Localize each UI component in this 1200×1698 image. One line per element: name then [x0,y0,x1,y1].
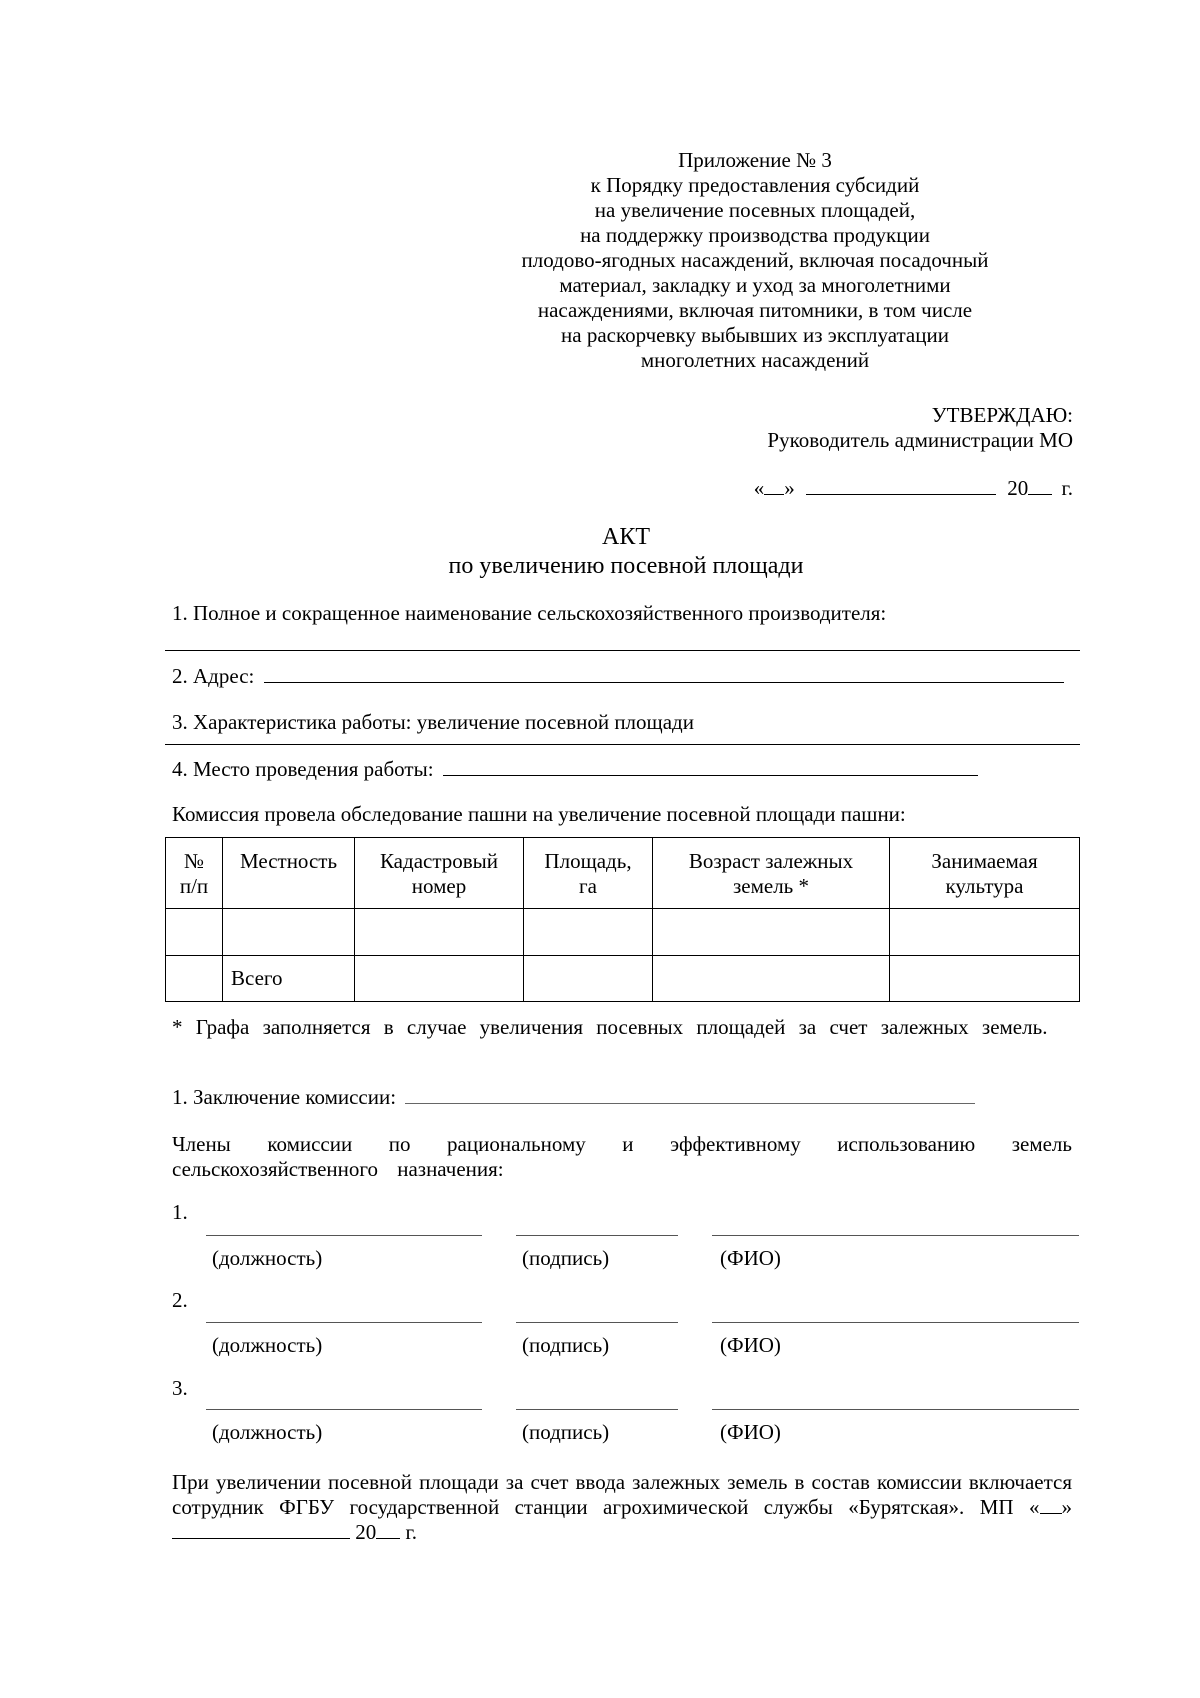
appendix-line: плодово-ягодных насаждений, включая посадочный [521,248,989,272]
closing-text: При увеличении посевной площади за счет ввода залежных земель в состав комиссии включается сотрудник ФГБУ государственной станции агрохимической службы «Бурятская». [172,1470,1072,1519]
table-cell[interactable] [355,956,524,1002]
appendix-line: Приложение № 3 [678,148,832,172]
field-2-blank[interactable] [264,664,1064,683]
approval-title: УТВЕРЖДАЮ: [931,403,1073,427]
member-number: 3. [172,1376,188,1400]
table-cell[interactable] [890,909,1080,956]
closing-month-blank[interactable] [172,1520,350,1539]
member-position-caption: (должность) [212,1333,323,1357]
table-cell[interactable] [166,909,223,956]
member-name-line[interactable] [712,1235,1079,1236]
field-1-label: 1. Полное и сокращенное наименование сельскохозяйственного производителя: [172,601,887,625]
total-label: Всего [223,956,355,1002]
member-name-caption: (ФИО) [720,1333,781,1357]
approval-block [673,403,1073,453]
approval-position: Руководитель администрации МО [767,428,1073,452]
table-total-row [166,956,1080,1002]
appendix-line: на увеличение посевных площадей, [594,198,916,222]
table-footnote: * Графа заполняется в случае увеличения посевных площадей за счет залежных земель. [172,1015,1048,1039]
table-header-row [166,838,1080,909]
approval-day-blank[interactable] [764,476,784,495]
member-name-caption: (ФИО) [720,1246,781,1270]
appendix-line: на поддержку производства продукции [580,223,930,247]
approval-year-blank[interactable] [1028,476,1052,495]
member-signature-caption: (подпись) [522,1420,610,1444]
member-position-caption: (должность) [212,1246,323,1270]
document-title: АКТ [602,524,650,550]
header-cell-cadastral: Кадастровый номер [355,838,524,909]
document-subtitle: по увеличению посевной площади [448,553,804,579]
header-cell-locality: Местность [223,838,355,909]
member-signature-line[interactable] [516,1322,678,1323]
field-2-label: 2. Адрес: [172,664,255,688]
approval-date: « » 20 г. [753,476,1073,500]
field-4-label: 4. Место проведения работы: [172,757,434,781]
table-cell[interactable] [355,909,524,956]
member-signature-caption: (подпись) [522,1246,610,1270]
survey-table [165,837,1080,1002]
table-cell[interactable] [223,909,355,956]
header-cell-land-age: Возраст залежных земель * [653,838,890,909]
header-cell-crop: Занимаемая культура [890,838,1080,909]
member-number: 1. [172,1200,188,1224]
member-name-line[interactable] [712,1409,1079,1410]
appendix-line: к Порядку предоставления субсидий [590,173,920,197]
field-4-blank[interactable] [443,757,978,776]
appendix-block [500,148,1010,373]
table-row [166,909,1080,956]
table-cell[interactable] [890,956,1080,1002]
field-1-line[interactable] [165,650,1080,651]
conclusion-blank[interactable] [405,1085,975,1104]
member-signature-caption: (подпись) [522,1333,610,1357]
approval-month-blank[interactable] [806,476,996,495]
member-name-line[interactable] [712,1322,1079,1323]
appendix-line: материал, закладку и уход за многолетними [559,273,951,297]
appendix-line: насаждениями, включая питомники, в том числе [537,298,973,322]
member-position-line[interactable] [206,1235,482,1236]
members-intro: Члены комиссии по рациональному и эффективному использованию земель сельскохозяйственного назначения: [172,1132,1072,1181]
member-position-caption: (должность) [212,1420,323,1444]
member-signature-line[interactable] [516,1409,678,1410]
table-cell[interactable] [653,956,890,1002]
member-number: 2. [172,1288,188,1312]
conclusion-label: 1. Заключение комиссии: [172,1085,397,1109]
field-4 [172,757,978,782]
conclusion [172,1085,975,1110]
closing-paragraph: При увеличении посевной площади за счет ввода залежных земель в состав комиссии включается сотрудник ФГБУ государственной станции агрохимической службы «Бурятская». МП « » 20 г. [172,1470,1073,1544]
header-cell-area: Площадь, га [524,838,653,909]
table-cell[interactable] [166,956,223,1002]
header-cell-number: № п/п [166,838,223,909]
member-position-line[interactable] [206,1409,482,1410]
member-name-caption: (ФИО) [720,1420,781,1444]
field-3-line[interactable] [165,744,1080,745]
closing-year-blank[interactable] [376,1520,400,1539]
appendix-line: многолетних насаждений [640,348,870,372]
member-signature-line[interactable] [516,1235,678,1236]
table-cell[interactable] [653,909,890,956]
commission-intro: Комиссия провела обследование пашни на увеличение посевной площади пашни: [172,802,906,826]
appendix-line: на раскорчевку выбывших из эксплуатации [561,323,949,347]
field-3-label: 3. Характеристика работы: увеличение посевной площади [172,710,694,734]
closing-day-blank[interactable] [1040,1495,1062,1514]
table-cell[interactable] [524,956,653,1002]
stamp-label: МП [979,1495,1014,1519]
field-2 [172,664,1064,689]
member-position-line[interactable] [206,1322,482,1323]
table-cell[interactable] [524,909,653,956]
